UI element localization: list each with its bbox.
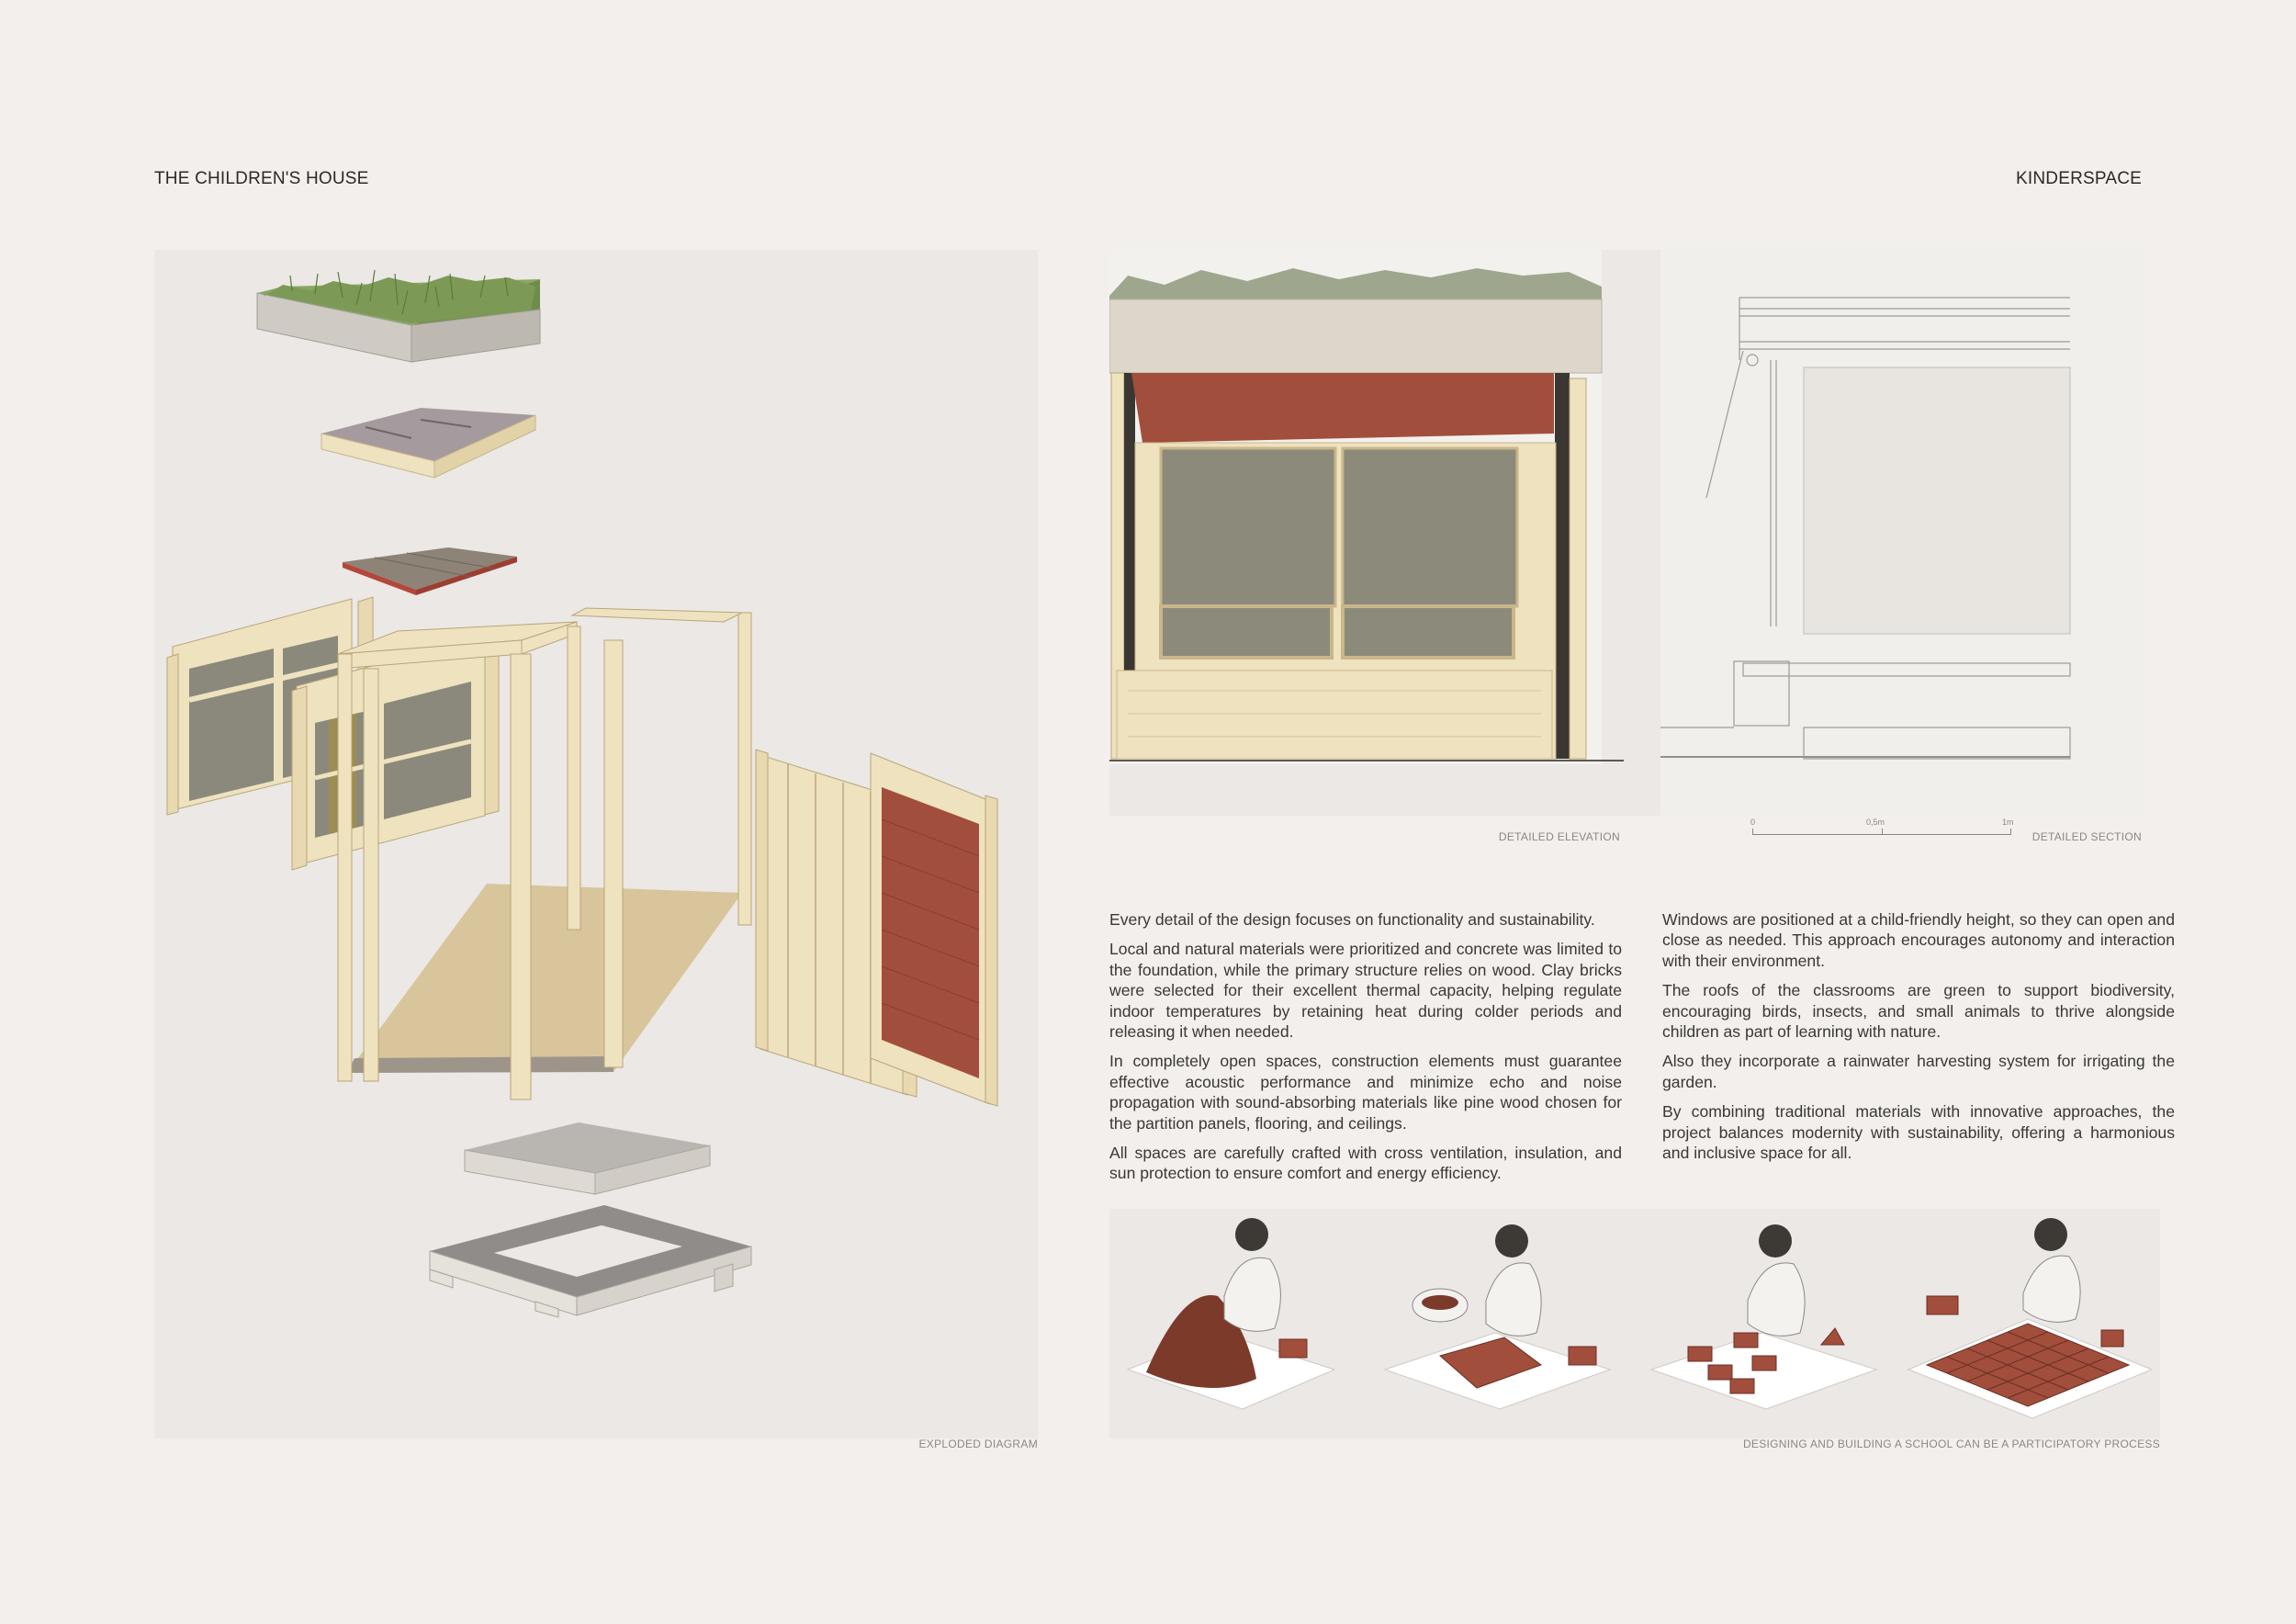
- text-column-left: [1109, 909, 1622, 1193]
- project-name: KINDERSPACE: [2016, 169, 2142, 188]
- child-laying-brick-floor-illustration: [1908, 1218, 2152, 1418]
- paragraph: Windows are positioned at a child-friendly height, so they can open and close as needed. This approach encourages autonomy and interaction with their environment.: [1662, 910, 2175, 970]
- process-illustrations: [1109, 1209, 2160, 1438]
- child-molding-bricks-illustration: [1385, 1224, 1610, 1409]
- elevation-section-drawing: [1109, 250, 2142, 816]
- paragraph: The roofs of the classrooms are green to support biodiversity, encouraging birds, insects, and small animals to thrive alongside children as part of learning with nature.: [1662, 981, 2175, 1042]
- child-stacking-bricks-illustration: [1651, 1224, 1876, 1409]
- paragraph: Every detail of the design focuses on functionality and sustainability.: [1109, 910, 1595, 929]
- detailed-elevation-drawing: [1109, 250, 1624, 764]
- section-caption: DETAILED SECTION: [2032, 830, 2142, 843]
- detailed-section-drawing: [1660, 250, 2142, 816]
- elevation-section-panel: [1109, 250, 2142, 816]
- scale-tick-half: 0,5m: [1866, 818, 1885, 827]
- scale-tick-0: 0: [1750, 818, 1756, 827]
- roof-deck-layer: [343, 547, 517, 595]
- process-caption: DESIGNING AND BUILDING A SCHOOL CAN BE A PARTICIPATORY PROCESS: [1742, 1438, 2160, 1450]
- text-column-right: [1662, 909, 2175, 1172]
- paragraph: All spaces are carefully crafted with cross ventilation, insulation, and sun protection to ensure comfort and energy efficiency.: [1109, 1144, 1622, 1183]
- participatory-process-panel: [1109, 1209, 2160, 1438]
- paragraph: By combining traditional materials with innovative approaches, the project balances modernity with sustainability, offering a harmonious and inclusive space for all.: [1662, 1102, 2175, 1163]
- brick-wall-panel: [871, 753, 997, 1106]
- exploded-diagram: [154, 250, 1038, 1438]
- paragraph: Local and natural materials were prioritized and concrete was limited to the foundation, while the primary structure relies on wood. Clay bricks were selected for their excellent thermal capacity, helping regulate indoor temperatures by retaining heat during colder periods and releasing it when needed.: [1109, 940, 1622, 1042]
- elevation-caption: DETAILED ELEVATION: [1498, 830, 1620, 843]
- green-roof-layer: [257, 270, 540, 362]
- scale-tick-1: 1m: [2002, 818, 2014, 827]
- paragraph: Also they incorporate a rainwater harvesting system for irrigating the garden.: [1662, 1052, 2175, 1091]
- exploded-diagram-caption: EXPLODED DIAGRAM: [918, 1438, 1038, 1450]
- child-mixing-clay-illustration: [1128, 1218, 1334, 1409]
- paragraph: In completely open spaces, construction elements must guarantee effective acoustic performance and minimize echo and noise propagation with sound-absorbing materials like pine wood chosen for the partition panels, flooring, and ceilings.: [1109, 1052, 1622, 1133]
- foundation-layer: [430, 1205, 751, 1317]
- floor-slab-layer: [465, 1122, 710, 1194]
- exploded-diagram-drawing: [154, 250, 1038, 1438]
- document-title: THE CHILDREN'S HOUSE: [154, 169, 369, 188]
- ceiling-panel-layer: [321, 408, 535, 478]
